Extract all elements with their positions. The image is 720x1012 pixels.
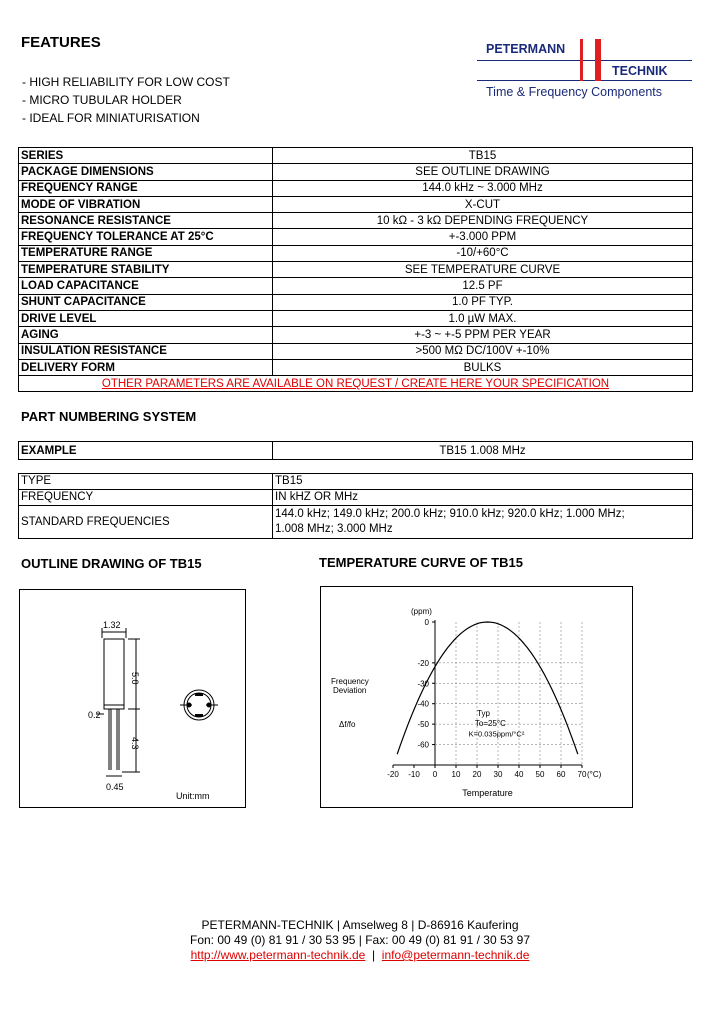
x-axis-title: Temperature	[462, 788, 513, 798]
spec-value: >500 MΩ DC/100V +-10%	[273, 343, 693, 359]
spec-value: +-3 ~ +-5 PPM PER YEAR	[273, 327, 693, 343]
spec-label: TEMPERATURE RANGE	[19, 245, 273, 261]
table-row	[19, 490, 693, 506]
spec-row	[19, 229, 693, 245]
x-unit-label: (°C)	[587, 770, 602, 779]
type-value: TB15	[273, 474, 693, 490]
end-view-mark	[195, 714, 203, 717]
table-row	[19, 506, 693, 539]
page-title: FEATURES	[21, 34, 101, 51]
footer-separator: |	[365, 948, 382, 962]
y-tick-label: -30	[417, 679, 429, 689]
x-tick-label: -20	[387, 770, 399, 779]
logo-bottom-rule	[477, 80, 692, 81]
end-view-pin	[207, 703, 212, 708]
spec-label: RESONANCE RESISTANCE	[19, 213, 273, 229]
feature-item: - IDEAL FOR MINIATURISATION	[22, 111, 200, 125]
x-tick-label: 0	[432, 770, 438, 779]
spec-label: AGING	[19, 327, 273, 343]
logo-line2: TECHNIK	[612, 64, 668, 78]
crystal-body	[104, 639, 124, 709]
y-tick-label: -20	[417, 658, 429, 668]
part-numbering-title: PART NUMBERING SYSTEM	[21, 409, 197, 424]
spec-value: SEE OUTLINE DRAWING	[273, 164, 693, 180]
temp-curve-title: TEMPERATURE CURVE OF TB15	[319, 555, 523, 570]
spec-value: 1.0 PF TYP.	[273, 294, 693, 310]
spec-value: +-3.000 PPM	[273, 229, 693, 245]
y-tick-label: -40	[417, 699, 429, 709]
dim-width-label: 1.32	[103, 620, 121, 630]
x-tick-label: 10	[451, 770, 461, 779]
curve-annotation: To=25°C	[474, 719, 506, 729]
temp-curve-chart	[321, 587, 632, 807]
feature-item: - HIGH RELIABILITY FOR LOW COST	[22, 75, 230, 89]
table-row	[19, 442, 693, 460]
dim-lead-label: 4.3	[130, 737, 140, 750]
x-tick-label: 20	[472, 770, 482, 779]
outline-drawing-panel	[19, 589, 246, 808]
y-axis-symbol: Δf/fo	[339, 720, 356, 730]
spec-row	[19, 164, 693, 180]
spec-value: 1.0 µW MAX.	[273, 310, 693, 326]
spec-request-link[interactable]: OTHER PARAMETERS ARE AVAILABLE ON REQUEST / CREATE HERE YOUR SPECIFICATION	[19, 376, 693, 392]
email-link[interactable]: info@petermann-technik.de	[381, 948, 530, 962]
spec-label: PACKAGE DIMENSIONS	[19, 164, 273, 180]
spec-note-row	[19, 376, 693, 392]
spec-row	[19, 262, 693, 278]
end-view-pin	[187, 703, 192, 708]
curve-annotation: K=0.035ppm/°C²	[468, 729, 525, 739]
x-tick-label: 50	[535, 770, 545, 779]
website-link[interactable]: http://www.petermann-technik.de	[190, 948, 366, 962]
spec-label: LOAD CAPACITANCE	[19, 278, 273, 294]
spec-value: 12.5 PF	[273, 278, 693, 294]
spec-label: FREQUENCY TOLERANCE AT 25°C	[19, 229, 273, 245]
unit-label: Unit:mm	[176, 791, 210, 801]
spec-row	[19, 245, 693, 261]
curve-annotation: Typ	[477, 708, 490, 718]
spec-label: DRIVE LEVEL	[19, 310, 273, 326]
x-tick-label: -10	[408, 770, 420, 779]
x-tick-label: 60	[556, 770, 566, 779]
spec-value: SEE TEMPERATURE CURVE	[273, 262, 693, 278]
std-freq-line: 1.008 MHz; 3.000 MHz	[275, 523, 393, 535]
std-freq-value	[273, 506, 693, 539]
std-freq-label: STANDARD FREQUENCIES	[19, 506, 273, 539]
x-tick-label: 40	[514, 770, 524, 779]
outline-title: OUTLINE DRAWING OF TB15	[21, 556, 202, 571]
temp-curve-panel	[320, 586, 633, 808]
spec-label: MODE OF VIBRATION	[19, 196, 273, 212]
spec-row	[19, 180, 693, 196]
spec-row	[19, 310, 693, 326]
part-number-table	[18, 473, 693, 539]
dim-gap-label: 0.2	[88, 710, 101, 720]
example-label: EXAMPLE	[19, 442, 273, 460]
logo-top-rule	[477, 60, 692, 61]
spec-row	[19, 327, 693, 343]
x-tick-label: 30	[493, 770, 503, 779]
logo-accent-block	[595, 39, 601, 81]
y-axis-title: Frequency	[331, 677, 369, 687]
example-value: TB15 1.008 MHz	[273, 442, 693, 460]
y-tick-label: -60	[417, 740, 429, 750]
logo-accent-bar	[580, 39, 583, 81]
spec-label: DELIVERY FORM	[19, 359, 273, 375]
spec-label: SERIES	[19, 148, 273, 164]
type-label: TYPE	[19, 474, 273, 490]
y-axis-title: Deviation	[333, 686, 367, 696]
spec-row	[19, 278, 693, 294]
spec-table	[18, 147, 693, 392]
dim-body-label: 5.0	[130, 672, 140, 685]
std-freq-line: 144.0 kHz; 149.0 kHz; 200.0 kHz; 910.0 kHz; 920.0 kHz; 1.000 MHz;	[275, 508, 625, 520]
y-tick-label: 0	[424, 618, 429, 627]
outline-drawing	[20, 590, 245, 807]
spec-value: -10/+60°C	[273, 245, 693, 261]
spec-row	[19, 148, 693, 164]
y-tick-label: -50	[417, 720, 429, 730]
spec-row	[19, 213, 693, 229]
spec-value: 10 kΩ - 3 kΩ DEPENDING FREQUENCY	[273, 213, 693, 229]
spec-value: TB15	[273, 148, 693, 164]
footer-address: PETERMANN-TECHNIK | Amselweg 8 | D-86916 Kaufering	[201, 918, 519, 932]
example-table	[18, 441, 693, 460]
y-unit-label: (ppm)	[411, 607, 432, 616]
x-tick-label: 70	[577, 770, 587, 779]
footer-links	[0, 948, 720, 962]
frequency-label: FREQUENCY	[19, 490, 273, 506]
spec-row	[19, 294, 693, 310]
frequency-value: IN kHZ OR MHz	[273, 490, 693, 506]
feature-list	[22, 73, 230, 127]
spec-row	[19, 359, 693, 375]
spec-label: INSULATION RESISTANCE	[19, 343, 273, 359]
logo-tagline: Time & Frequency Components	[486, 85, 663, 99]
spec-value: BULKS	[273, 359, 693, 375]
table-row	[19, 474, 693, 490]
footer-phone: Fon: 00 49 (0) 81 91 / 30 53 95 | Fax: 00 49 (0) 81 91 / 30 53 97	[189, 933, 530, 947]
spec-label: FREQUENCY RANGE	[19, 180, 273, 196]
end-view-mark	[195, 693, 203, 696]
spec-label: SHUNT CAPACITANCE	[19, 294, 273, 310]
logo-line1: PETERMANN	[486, 42, 566, 56]
dim-pin-label: 0.45	[106, 782, 124, 792]
feature-item: - MICRO TUBULAR HOLDER	[22, 93, 182, 107]
spec-row	[19, 196, 693, 212]
spec-row	[19, 343, 693, 359]
spec-value: 144.0 kHz ~ 3.000 MHz	[273, 180, 693, 196]
spec-label: TEMPERATURE STABILITY	[19, 262, 273, 278]
spec-value: X-CUT	[273, 196, 693, 212]
